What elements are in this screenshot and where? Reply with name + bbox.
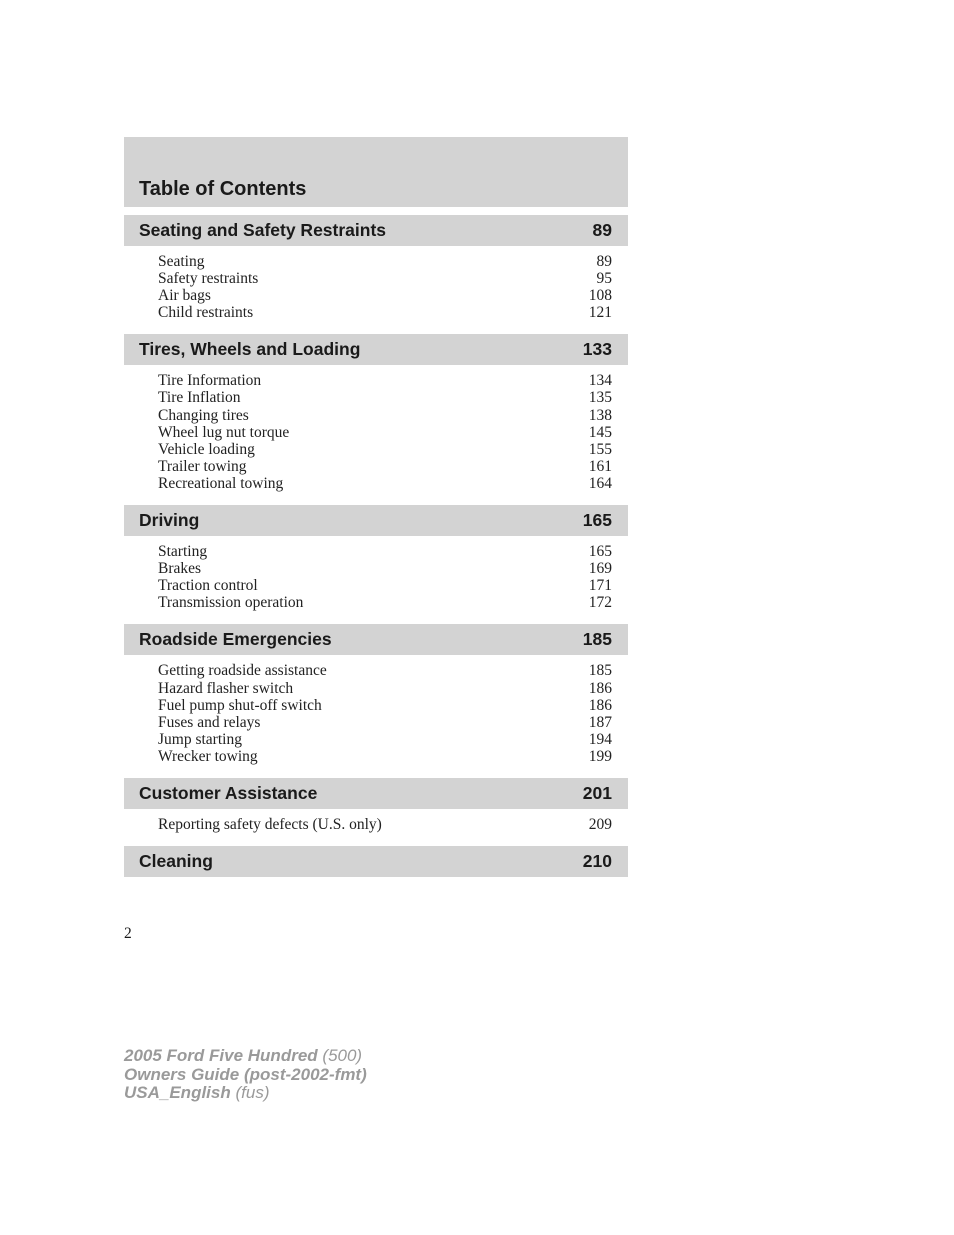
toc-item-page: 164 bbox=[588, 474, 612, 492]
toc-item[interactable] bbox=[158, 253, 612, 270]
section-heading[interactable] bbox=[124, 215, 628, 246]
toc-item-label: Jump starting bbox=[158, 730, 242, 748]
section-title: Cleaning bbox=[139, 851, 213, 872]
toc-item-label: Fuel pump shut-off switch bbox=[158, 696, 322, 714]
toc-item-label: Vehicle loading bbox=[158, 440, 255, 458]
toc-item-page: 138 bbox=[588, 406, 612, 424]
toc-item[interactable] bbox=[158, 389, 612, 406]
toc-item-label: Reporting safety defects (U.S. only) bbox=[158, 815, 382, 833]
toc-item-label: Wrecker towing bbox=[158, 747, 258, 765]
toc-item[interactable] bbox=[158, 407, 612, 424]
toc-item-label: Hazard flasher switch bbox=[158, 679, 294, 697]
toc-item-label: Safety restraints bbox=[158, 270, 259, 288]
toc-item[interactable] bbox=[158, 816, 612, 833]
toc-item[interactable] bbox=[158, 680, 612, 697]
toc-item-page: 89 bbox=[596, 253, 612, 270]
toc-item-label: Wheel lug nut torque bbox=[158, 423, 290, 441]
section-items bbox=[124, 246, 628, 326]
section-gap bbox=[124, 616, 628, 624]
toc-item-page: 169 bbox=[588, 560, 612, 578]
section-title: Seating and Safety Restraints bbox=[139, 220, 387, 240]
toc-item-page: 172 bbox=[588, 594, 612, 612]
toc-item-label: Tire Information bbox=[158, 372, 262, 390]
section-page: 185 bbox=[582, 629, 612, 650]
toc-item-label: Traction control bbox=[158, 577, 258, 595]
section-title: Roadside Emergencies bbox=[139, 629, 332, 650]
toc-item-page: 185 bbox=[588, 662, 612, 680]
footer-line-3 bbox=[124, 1084, 367, 1103]
toc-item[interactable] bbox=[158, 748, 612, 765]
footer-guide: Owners Guide (post-2002-fmt) bbox=[124, 1064, 367, 1084]
section-items bbox=[124, 655, 628, 770]
toc-item-page: 134 bbox=[588, 372, 612, 390]
toc-item[interactable] bbox=[158, 577, 612, 594]
toc-item-page: 186 bbox=[588, 696, 612, 714]
section-heading[interactable] bbox=[124, 505, 628, 536]
toc-item[interactable] bbox=[158, 424, 612, 441]
toc-item-page: 161 bbox=[588, 457, 612, 475]
toc-item-page: 194 bbox=[588, 730, 612, 748]
toc-item-label: Recreational towing bbox=[158, 474, 284, 492]
toc-item-page: 155 bbox=[588, 440, 612, 458]
toc-item-page: 209 bbox=[588, 815, 612, 833]
section-heading[interactable] bbox=[124, 846, 628, 877]
section-gap bbox=[124, 770, 628, 778]
section-gap bbox=[124, 326, 628, 334]
toc-item-page: 145 bbox=[588, 423, 612, 441]
toc-item-label: Changing tires bbox=[158, 406, 249, 424]
section-items bbox=[124, 536, 628, 616]
toc-item[interactable] bbox=[158, 662, 612, 679]
toc-item-label: Brakes bbox=[158, 560, 202, 578]
section-page: 89 bbox=[592, 220, 612, 240]
section-title: Customer Assistance bbox=[139, 782, 318, 803]
section-gap bbox=[124, 838, 628, 846]
toc-item-page: 199 bbox=[588, 747, 612, 765]
toc-item-label: Fuses and relays bbox=[158, 713, 261, 731]
toc-item-page: 108 bbox=[588, 287, 612, 305]
toc-item[interactable] bbox=[158, 697, 612, 714]
section-title: Tires, Wheels and Loading bbox=[139, 339, 361, 360]
toc-item-label: Child restraints bbox=[158, 304, 254, 322]
section-heading[interactable] bbox=[124, 778, 628, 809]
section-gap bbox=[124, 207, 628, 215]
toc-item-label: Seating bbox=[158, 253, 205, 270]
toc-title: Table of Contents bbox=[124, 137, 628, 207]
toc-item-label: Getting roadside assistance bbox=[158, 662, 327, 680]
toc-item[interactable] bbox=[158, 594, 612, 611]
toc-item[interactable] bbox=[158, 304, 612, 321]
document-footer bbox=[124, 1047, 367, 1103]
toc-item[interactable] bbox=[158, 441, 612, 458]
page-number: 2 bbox=[124, 925, 132, 942]
section-heading[interactable] bbox=[124, 624, 628, 655]
footer-line-2 bbox=[124, 1066, 367, 1085]
toc-item[interactable] bbox=[158, 458, 612, 475]
toc-item-page: 171 bbox=[588, 577, 612, 595]
toc-item[interactable] bbox=[158, 270, 612, 287]
toc-item-page: 121 bbox=[588, 304, 612, 322]
section-heading[interactable] bbox=[124, 334, 628, 365]
toc-item[interactable] bbox=[158, 543, 612, 560]
toc-item-page: 135 bbox=[588, 389, 612, 407]
toc-item-page: 187 bbox=[588, 713, 612, 731]
footer-language-code: (fus) bbox=[235, 1083, 270, 1102]
toc-item-label: Trailer towing bbox=[158, 457, 247, 475]
toc-item-page: 165 bbox=[588, 543, 612, 561]
toc-item-label: Starting bbox=[158, 543, 208, 561]
section-page: 210 bbox=[582, 851, 612, 872]
toc-item[interactable] bbox=[158, 714, 612, 731]
footer-model-code: (500) bbox=[322, 1046, 363, 1065]
toc-item-page: 95 bbox=[596, 270, 612, 288]
table-of-contents bbox=[124, 137, 628, 877]
section-title: Driving bbox=[139, 510, 200, 531]
toc-item-page: 186 bbox=[588, 679, 612, 697]
toc-sections bbox=[124, 207, 628, 877]
toc-item[interactable] bbox=[158, 372, 612, 389]
toc-item[interactable] bbox=[158, 560, 612, 577]
toc-item-label: Transmission operation bbox=[158, 594, 304, 612]
toc-item[interactable] bbox=[158, 731, 612, 748]
footer-line-1 bbox=[124, 1047, 367, 1066]
section-page: 133 bbox=[582, 339, 612, 360]
toc-item-label: Tire Inflation bbox=[158, 389, 241, 407]
section-gap bbox=[124, 497, 628, 505]
section-page: 165 bbox=[582, 510, 612, 531]
section-page: 201 bbox=[582, 782, 612, 803]
toc-item[interactable] bbox=[158, 475, 612, 492]
section-items bbox=[124, 365, 628, 497]
footer-model: 2005 Ford Five Hundred bbox=[124, 1046, 318, 1065]
toc-item-label: Air bags bbox=[158, 287, 211, 305]
footer-language: USA_English bbox=[124, 1083, 231, 1102]
section-items bbox=[124, 809, 628, 838]
toc-item[interactable] bbox=[158, 287, 612, 304]
